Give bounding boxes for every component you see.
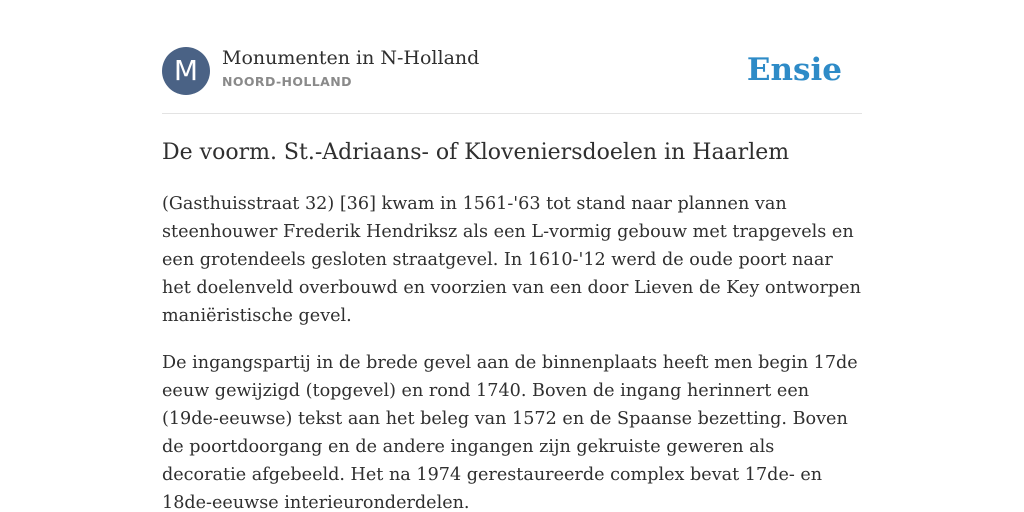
author-region: NOORD-HOLLAND xyxy=(222,74,352,89)
article-paragraph: De ingangspartij in de brede gevel aan de binnenplaats heeft men begin 17de eeuw gewijzigd (topgevel) en rond 1740. Boven de ingang herinnert een (19de-eeuwse) tekst aan het beleg van 1572 en de Spaanse bezetting. Boven de poortdoorgang en de andere ingangen zijn gekruiste geweren als decoratie afgebeeld. Het na 1974 gerestaureerde complex bevat 17de- en 18de-eeuwse interieuronderdelen. xyxy=(162,353,858,512)
ensie-logo[interactable]: Ensie xyxy=(746,52,842,88)
author-header xyxy=(162,46,862,96)
article-paragraph: (Gasthuisstraat 32) [36] kwam in 1561-'63 tot stand naar plannen van steenhouwer Frederik Hendriksz als een L-vormig gebouw met trapgevels en een grotendeels gesloten straatgevel. In 1610-'12 werd de oude poort naar het doelenveld overbouwd en voorzien van een door Lieven de Key ontworpen maniëristische gevel. xyxy=(162,194,861,326)
article-title: De voorm. St.-Adriaans- of Kloveniersdoelen in Haarlem xyxy=(162,140,790,165)
header-divider xyxy=(162,113,862,114)
avatar[interactable]: M xyxy=(162,47,210,95)
author-name-link[interactable]: Monumenten in N-Holland xyxy=(222,47,480,69)
article-body xyxy=(162,190,862,512)
